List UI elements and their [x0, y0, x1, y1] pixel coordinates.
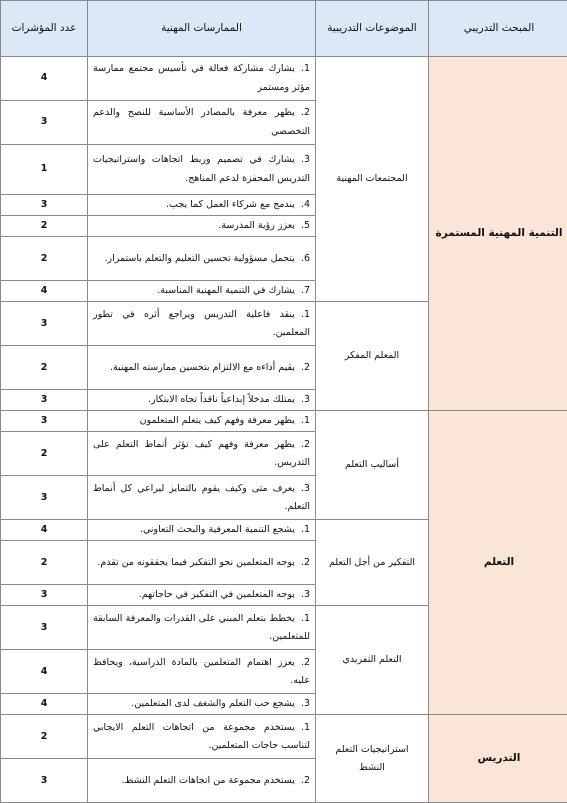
practice-cell	[88, 101, 316, 145]
practice-text: يستخدم مجموعة من اتجاهات التعلم الايجابي لتناسب حاجات المتعلمين.	[93, 722, 310, 751]
header-topic: الموضوعات التدريبية	[316, 1, 429, 57]
practice-number: 2.	[301, 436, 310, 454]
topic-name: استراتيجيات التعلم النشط	[316, 715, 429, 803]
practice-text: يشجع التنمية المعرفية والبحث التعاوني.	[140, 524, 295, 535]
indicator-count: 3	[1, 606, 88, 650]
topic-name: التعلم التفريدي	[316, 606, 429, 715]
practice-text: يشارك في تصميم وربط اتجاهات واستراتيجيات التدريس المحفزة لدعم المناهج.	[93, 154, 310, 183]
practice-cell	[88, 476, 316, 520]
practice-cell	[88, 390, 316, 411]
practice-number: 1.	[301, 412, 310, 430]
indicator-count: 3	[1, 585, 88, 606]
practice-text: يظهر معرفة وفهم كيف يتعلم المتعلمون	[140, 415, 295, 426]
practice-number: 3.	[301, 586, 310, 604]
practice-text: ينقد فاعلية التدريس ويراجع أثره في تطور المعلمين.	[93, 309, 310, 338]
indicator-count: 2	[1, 237, 88, 281]
practice-text: يعزز رؤية المدرسة.	[218, 220, 295, 231]
indicator-count: 3	[1, 101, 88, 145]
practice-number: 7.	[301, 282, 310, 300]
practice-text: يوجه المتعلمين في التفكير في حاجاتهم.	[139, 589, 295, 600]
header-count: عدد المؤشرات	[1, 1, 88, 57]
track-name: التدريس	[429, 715, 567, 803]
indicator-count: 3	[1, 476, 88, 520]
indicator-count: 3	[1, 411, 88, 432]
topic-name: التفكير من أجل التعلم	[316, 520, 429, 606]
practice-text: يظهر معرفة وفهم كيف تؤثر أنماط التعلم على التدريس.	[93, 439, 310, 468]
indicator-count: 3	[1, 195, 88, 216]
practice-text: يندمج مع شركاء العمل كما يجب.	[166, 199, 295, 210]
practice-cell	[88, 541, 316, 585]
practice-number: 3.	[301, 480, 310, 498]
indicator-count: 2	[1, 216, 88, 237]
practice-cell	[88, 57, 316, 101]
practice-text: يشجع حب التعلم والشغف لدى المتعلمين.	[131, 698, 295, 709]
practice-text: يوجه المتعلمين نحو التفكير فيما يحققونه من تقدم.	[97, 557, 295, 568]
indicator-count: 4	[1, 281, 88, 302]
practice-cell	[88, 520, 316, 541]
topic-name: أساليب التعلم	[316, 411, 429, 520]
practice-cell	[88, 237, 316, 281]
indicator-count: 3	[1, 302, 88, 346]
practice-text: يشارك مشاركة فعالة في تأسيس مجتمع ممارسة مؤثر ومستمر	[93, 63, 310, 92]
practice-number: 4.	[301, 196, 310, 214]
practice-cell	[88, 650, 316, 694]
table-body	[1, 57, 567, 803]
indicator-count: 2	[1, 541, 88, 585]
practice-text: يخطط بتعلم المبني على القدرات والمعرفة السابقة للمتعلمين.	[93, 613, 310, 642]
practice-cell	[88, 346, 316, 390]
practice-number: 2.	[301, 104, 310, 122]
header-track: المبحث التدريبي	[429, 1, 567, 57]
practice-number: 2.	[301, 654, 310, 672]
indicator-count: 4	[1, 520, 88, 541]
practice-text: يشارك في التنمية المهنية المناسبة.	[157, 285, 295, 296]
practice-number: 2.	[301, 359, 310, 377]
practice-text: يقيم أداءه مع الالتزام بتحسين ممارسته المهنية.	[110, 362, 295, 373]
practice-number: 1.	[301, 610, 310, 628]
track-name: التعلم	[429, 411, 567, 715]
indicator-count: 4	[1, 694, 88, 715]
practice-cell	[88, 145, 316, 195]
practice-cell	[88, 216, 316, 237]
practice-number: 1.	[301, 306, 310, 324]
indicator-count: 2	[1, 346, 88, 390]
practice-text: يتحمل مسؤولية تحسين التعليم والتعلم باستمرار.	[105, 253, 295, 264]
practice-number: 1.	[301, 521, 310, 539]
topic-name: المجتمعات المهنية	[316, 57, 429, 302]
practice-number: 1.	[301, 719, 310, 737]
table-row	[1, 411, 567, 432]
table-row	[1, 715, 567, 759]
practice-cell	[88, 606, 316, 650]
practice-number: 3.	[301, 695, 310, 713]
practice-number: 6.	[301, 250, 310, 268]
indicator-count: 3	[1, 759, 88, 803]
practice-cell	[88, 411, 316, 432]
practice-text: يظهر معرفة بالمصادر الأساسية للنصح والدعم التخصصي	[93, 107, 310, 136]
practice-cell	[88, 759, 316, 803]
practice-number: 3.	[301, 391, 310, 409]
practice-text: يستخدم مجموعة من اتجاهات التعلم النشط.	[122, 775, 295, 786]
practice-number: 3.	[301, 151, 310, 169]
practice-cell	[88, 432, 316, 476]
practice-cell	[88, 694, 316, 715]
table-row	[1, 57, 567, 101]
practice-text: يعزز اهتمام المتعلمين بالمادة الدراسية، ويحافظ عليه.	[93, 657, 310, 686]
track-name: التنمية المهنية المستمرة	[429, 57, 567, 411]
indicator-count: 3	[1, 390, 88, 411]
practice-number: 2.	[301, 772, 310, 790]
topic-name: المعلم المفكر	[316, 302, 429, 411]
indicator-count: 4	[1, 57, 88, 101]
practice-cell	[88, 281, 316, 302]
practice-number: 1.	[301, 60, 310, 78]
practice-cell	[88, 195, 316, 216]
practice-text: يعرف متى وكيف يقوم بالتمايز ليراعي كل أنماط التعلم.	[93, 483, 310, 512]
header-row	[1, 1, 567, 57]
indicator-count: 2	[1, 715, 88, 759]
indicator-count: 2	[1, 432, 88, 476]
indicator-count: 1	[1, 145, 88, 195]
practice-number: 2.	[301, 554, 310, 572]
practice-cell	[88, 585, 316, 606]
practice-text: يمتلك مدخلاً إبداعياً ناقداً تجاه الابتكار.	[148, 394, 295, 405]
practice-number: 5.	[301, 217, 310, 235]
indicator-count: 4	[1, 650, 88, 694]
header-practice: الممارسات المهنية	[88, 1, 316, 57]
practice-cell	[88, 715, 316, 759]
practice-cell	[88, 302, 316, 346]
